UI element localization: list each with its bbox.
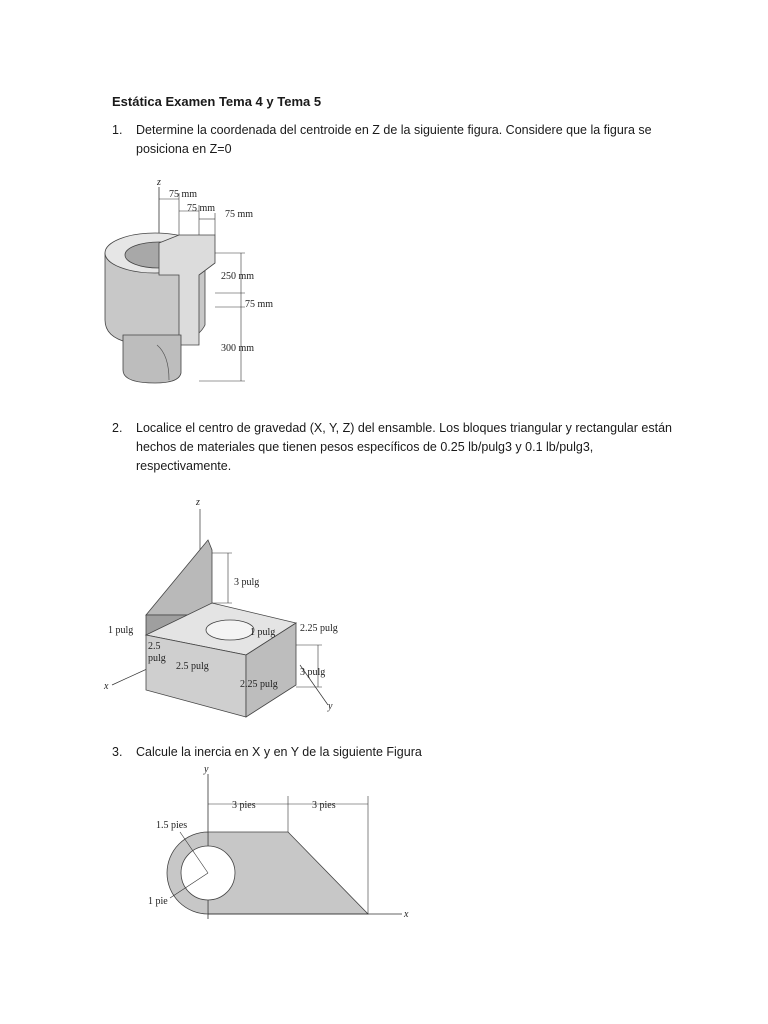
dim-label: 3 pulg [234,577,260,588]
axis-label-z: z [196,497,200,508]
dim-label: 3 pies [232,800,256,811]
question-3 [112,743,677,762]
axis-label-x: x [404,909,409,920]
dim-label: 2.5 [148,641,161,652]
question-1 [112,121,677,159]
dim-label: 75 mm [187,203,216,214]
dim-label: 75 mm [245,299,274,310]
question-text-line: hechos de materiales que tienen pesos específicos de 0.25 lb/pulg3 y 0.1 lb/pulg3, [136,440,594,454]
dim-label: 1 pulg [250,627,276,638]
dim-label: 2.25 pulg [300,623,338,634]
question-text-line: posiciona en Z=0 [136,142,232,156]
question-number: 3. [112,745,123,759]
axis-label-z: z [157,177,161,188]
dim-label: 2.5 pulg [176,661,209,672]
question-text-line: Calcule la inercia en X y en Y de la siguiente Figura [136,745,422,759]
figure-1-cylinder [95,175,295,405]
dim-label: 250 mm [221,271,255,282]
dim-label: 300 mm [221,343,255,354]
dim-label: 1 pie [148,896,168,907]
question-2 [112,419,677,476]
dim-label: 2.25 pulg [240,679,278,690]
question-number: 2. [112,421,123,435]
exam-title: Estática Examen Tema 4 y Tema 5 [112,94,322,109]
dim-label: 1.5 pies [156,820,188,831]
question-number: 1. [112,123,123,137]
dim-label: 75 mm [169,189,198,200]
figure-2-assembly [100,495,360,720]
axis-label-y: y [328,701,333,712]
dim-label: 3 pulg [300,667,326,678]
figure-3-plate [140,764,430,924]
question-text-line: Determine la coordenada del centroide en Z de la siguiente figura. Considere que la figura se [136,123,652,137]
axis-label-x: x [104,681,109,692]
dim-label: pulg [148,653,166,664]
dim-label: 1 pulg [108,625,134,636]
dim-label: 75 mm [225,209,254,220]
dim-label: 3 pies [312,800,336,811]
question-text-line: respectivamente. [136,459,232,473]
axis-label-y: y [204,764,209,775]
question-text-line: Localice el centro de gravedad (X, Y, Z) del ensamble. Los bloques triangular y rectangular están [136,421,672,435]
